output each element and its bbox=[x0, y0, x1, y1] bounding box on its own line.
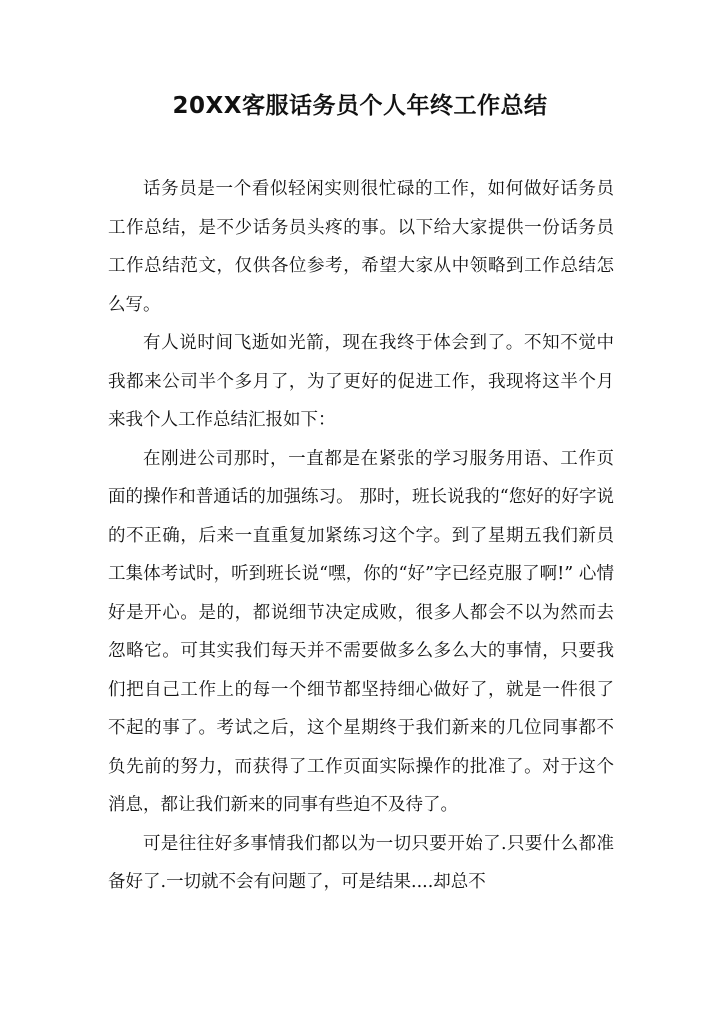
paragraph-continuation: 可是往往好多事情我们都以为一切只要开始了.只要什么都准备好了.一切就不会有问题了，可是结果....却总不 bbox=[108, 833, 614, 892]
paragraph-intro: 话务员是一个看似轻闲实则很忙碌的工作，如何做好话务员工作总结，是不少话务员头疼的事。以下给大家提供一份话务员工作总结范文，仅供各位参考，希望大家从中领略到工作总结怎么写。 bbox=[108, 179, 614, 315]
paragraph-training: 在刚进公司那时，一直都是在紧张的学习服务用语、工作页面的操作和普通话的加强练习。 那时，班长说我的“您好的好字说的不正确，后来一直重复加紧练习这个字。到了星期五我们新员工集体考试时，听到班长说“嘿，你的“好”字已经克服了啊!” 心情好是开心。是的，都说细节决定成败，很多人都会不以为然而去忽略它。可其实我们每天并不需要做多么多么大的事情，只要我们把自己工作上的每一个细节都坚持细心做好了，就是一件很了不起的事了。考试之后，这个星期终于我们新来的几位同事都不负先前的努力，而获得了工作页面实际操作的批准了。对于这个消息，都让我们新来的同事有些迫不及待了。 bbox=[108, 448, 614, 815]
document-title: 20XX客服话务员个人年终工作总结 bbox=[172, 93, 548, 119]
document-body bbox=[108, 170, 614, 902]
paragraph-time: 有人说时间飞逝如光箭，现在我终于体会到了。不知不觉中我都来公司半个多月了，为了更好的促进工作，我现将这半个月来我个人工作总结汇报如下： bbox=[108, 333, 614, 430]
